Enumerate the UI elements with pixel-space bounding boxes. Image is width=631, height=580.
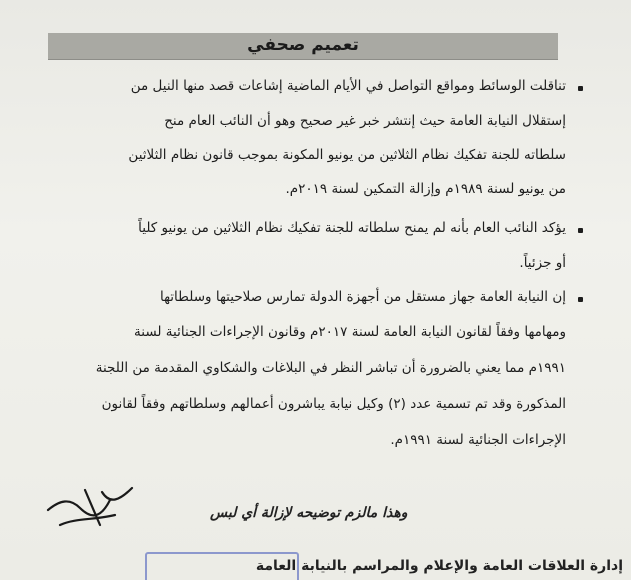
p2-line-1: يؤكد النائب العام بأنه لم يمنح سلطاته للجنة تفكيك نظام الثلاثين من يونيو كلياً (138, 220, 566, 236)
p3-line-4: المذكورة وقد تم تسمية عدد (٢) وكيل نيابة يباشرون أعمالهم وسلطاتهم وفقاً لقانون (101, 396, 566, 412)
p3-line-3: ١٩٩١م مما يعني بالضرورة أن تباشر النظر في البلاغات والشكاوي المقدمة من اللجنة (95, 360, 566, 376)
bullet-3 (578, 297, 583, 302)
bullet-1 (578, 86, 583, 91)
issuing-department: إدارة العلاقات العامة والإعلام والمراسم بالنيابة العامة (255, 558, 623, 574)
p1-line-2: إستقلال النيابة العامة حيث إنتشر خبر غير صحيح وهو أن النائب العام منح (164, 113, 566, 129)
handwritten-signature (40, 470, 140, 540)
p1-line-1: تناقلت الوسائط ومواقع التواصل في الأيام الماضية إشاعات قصد منها النيل من (130, 78, 566, 94)
bullet-2 (578, 228, 583, 233)
document-title: تعميم صحفي (247, 35, 359, 55)
p3-line-2: ومهامها وفقاً لقانون النيابة العامة لسنة ٢٠١٧م وقانون الإجراءات الجنائية لسنة (134, 324, 566, 340)
p3-line-5: الإجراءات الجنائية لسنة ١٩٩١م. (390, 432, 566, 448)
title-banner (48, 33, 558, 60)
closing-statement: وهذا مالزم توضيحه لإزالة أي لبس (210, 505, 408, 521)
p1-line-4: من يونيو لسنة ١٩٨٩م وإزالة التمكين لسنة ٢٠١٩م. (285, 181, 566, 197)
p3-line-1: إن النيابة العامة جهاز مستقل من أجهزة الدولة تمارس صلاحيتها وسلطاتها (159, 289, 566, 305)
p2-line-2: أو جزئياً. (519, 255, 566, 271)
p1-line-3: سلطاته للجنة تفكيك نظام الثلاثين من يونيو المكونة بموجب قانون نظام الثلاثين (128, 147, 566, 163)
